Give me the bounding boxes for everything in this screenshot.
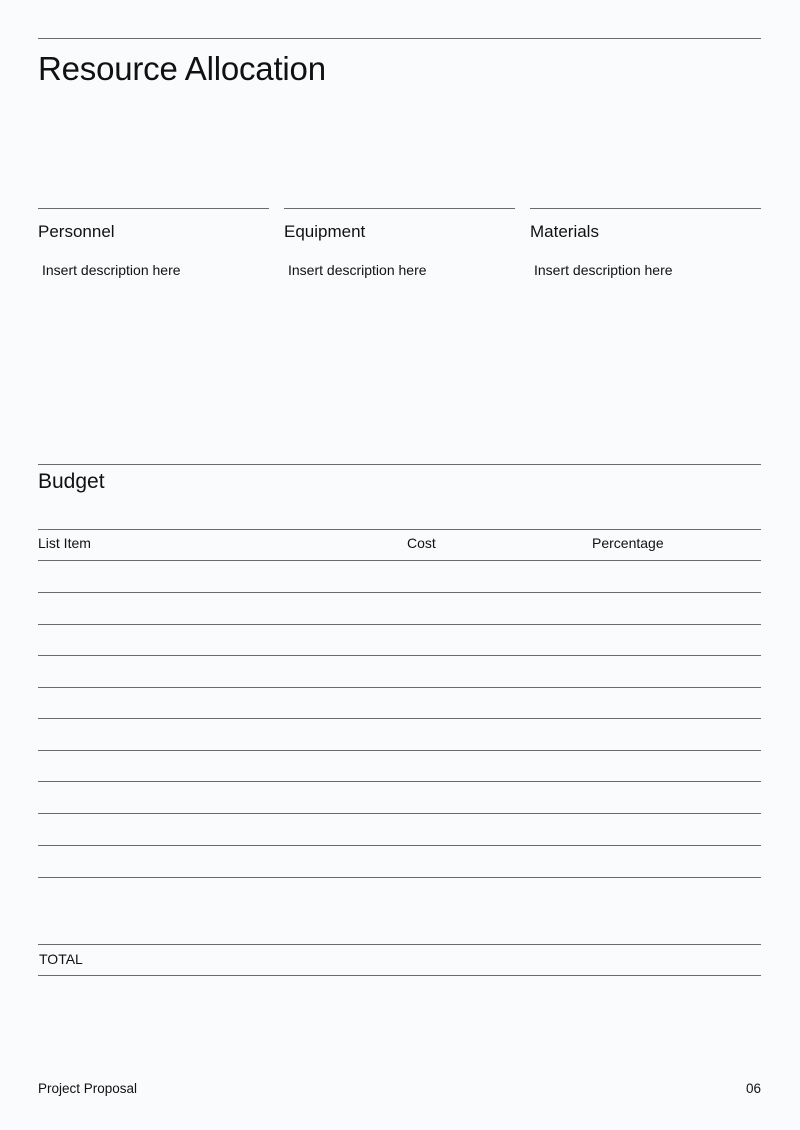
budget-title: Budget	[38, 470, 105, 493]
column-description[interactable]: Insert description here	[534, 262, 673, 278]
table-row[interactable]	[38, 813, 761, 814]
table-row[interactable]	[38, 687, 761, 688]
header-list-item: List Item	[38, 535, 91, 551]
footer-page-number: 06	[745, 1081, 761, 1096]
column-divider	[38, 208, 269, 209]
table-row[interactable]	[38, 655, 761, 656]
column-description[interactable]: Insert description here	[42, 262, 181, 278]
table-row-rule	[38, 560, 761, 561]
table-row[interactable]	[38, 781, 761, 782]
table-row[interactable]	[38, 718, 761, 719]
table-row[interactable]	[38, 624, 761, 625]
table-row[interactable]	[38, 877, 761, 878]
total-bottom-rule	[38, 975, 761, 976]
table-top-rule	[38, 529, 761, 530]
page-title: Resource Allocation	[38, 50, 326, 87]
header-percentage: Percentage	[592, 535, 664, 551]
table-row[interactable]	[38, 592, 761, 593]
column-title: Personnel	[38, 222, 115, 241]
budget-divider	[38, 464, 761, 465]
column-title: Materials	[530, 222, 599, 241]
column-title: Equipment	[284, 222, 366, 241]
table-row[interactable]	[38, 845, 761, 846]
total-top-rule	[38, 944, 761, 945]
header-cost: Cost	[407, 535, 436, 551]
column-divider	[530, 208, 761, 209]
total-label: TOTAL	[39, 951, 83, 967]
top-divider	[38, 38, 761, 39]
table-row[interactable]	[38, 750, 761, 751]
column-description[interactable]: Insert description here	[288, 262, 427, 278]
column-divider	[284, 208, 515, 209]
footer-document-name: Project Proposal	[38, 1081, 138, 1096]
